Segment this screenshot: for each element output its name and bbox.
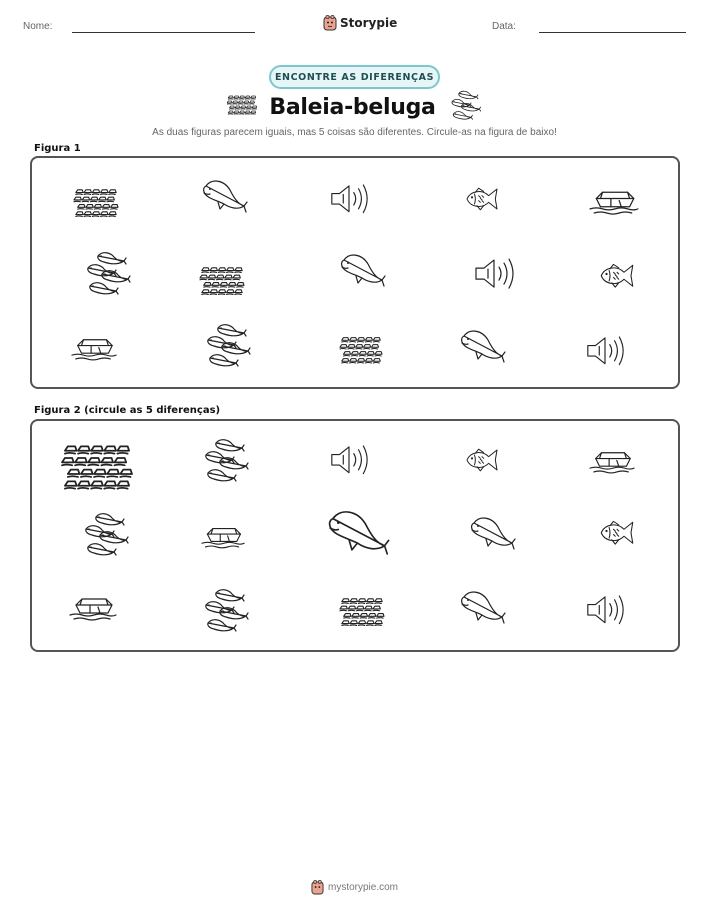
instructions: As duas figuras parecem iguais, mas 5 coisas são diferentes. Circule-as na figura de baixo!	[152, 127, 557, 138]
page-title: Baleia-beluga	[269, 94, 436, 120]
beluga-pod-icon[interactable]	[80, 509, 130, 559]
speaker-icon	[584, 334, 626, 368]
date-label: Data:	[492, 21, 516, 32]
ice-floes-icon[interactable]	[62, 437, 132, 497]
date-line[interactable]	[539, 32, 686, 33]
ice-floes-icon[interactable]	[340, 593, 384, 630]
speaker-icon[interactable]	[584, 593, 626, 627]
ice-floes-icon	[340, 332, 382, 368]
fish-icon[interactable]	[596, 517, 638, 549]
iceberg-icon[interactable]	[68, 593, 118, 623]
figure2-panel[interactable]	[30, 419, 680, 652]
beluga-pod-icon[interactable]	[200, 435, 250, 485]
name-line[interactable]	[72, 32, 255, 33]
fish-icon[interactable]	[462, 445, 502, 475]
speaker-icon	[328, 182, 370, 216]
iceberg-icon[interactable]	[200, 523, 246, 551]
iceberg-icon[interactable]	[588, 447, 636, 476]
beluga-pod-icon	[82, 248, 132, 298]
figure1-label: Figura 1	[34, 143, 81, 154]
beluga-icon[interactable]	[466, 513, 516, 558]
figure2-label: Figura 2 (circule as 5 diferenças)	[34, 405, 221, 416]
activity-badge: ENCONTRE AS DIFERENÇAS	[269, 65, 440, 89]
iceberg-icon	[588, 186, 640, 217]
footer-url: mystorypie.com	[327, 882, 398, 893]
beluga-icon	[456, 326, 506, 371]
iceberg-icon	[70, 334, 118, 363]
speaker-icon	[472, 256, 516, 291]
fish-icon	[596, 260, 638, 292]
fish-icon	[462, 184, 502, 214]
title-ice-floes-icon	[227, 92, 257, 122]
title-row	[0, 92, 709, 122]
figure1-panel	[30, 156, 680, 389]
brand	[323, 13, 397, 33]
beluga-pod-icon	[202, 320, 252, 370]
beluga-icon	[336, 250, 386, 295]
beluga-icon	[198, 176, 248, 221]
name-label: Nome:	[23, 21, 53, 32]
ice-floes-icon	[200, 262, 244, 299]
storypie-logo-icon	[311, 880, 324, 895]
beluga-pod-icon[interactable]	[200, 585, 250, 635]
beluga-icon[interactable]	[322, 505, 390, 566]
storypie-logo-icon	[323, 15, 337, 31]
speaker-icon[interactable]	[328, 443, 370, 477]
beluga-icon[interactable]	[456, 587, 506, 632]
footer	[0, 880, 709, 895]
ice-floes-icon	[74, 184, 118, 221]
brand-name: Storypie	[340, 16, 398, 30]
title-beluga-pod-icon	[448, 88, 482, 126]
